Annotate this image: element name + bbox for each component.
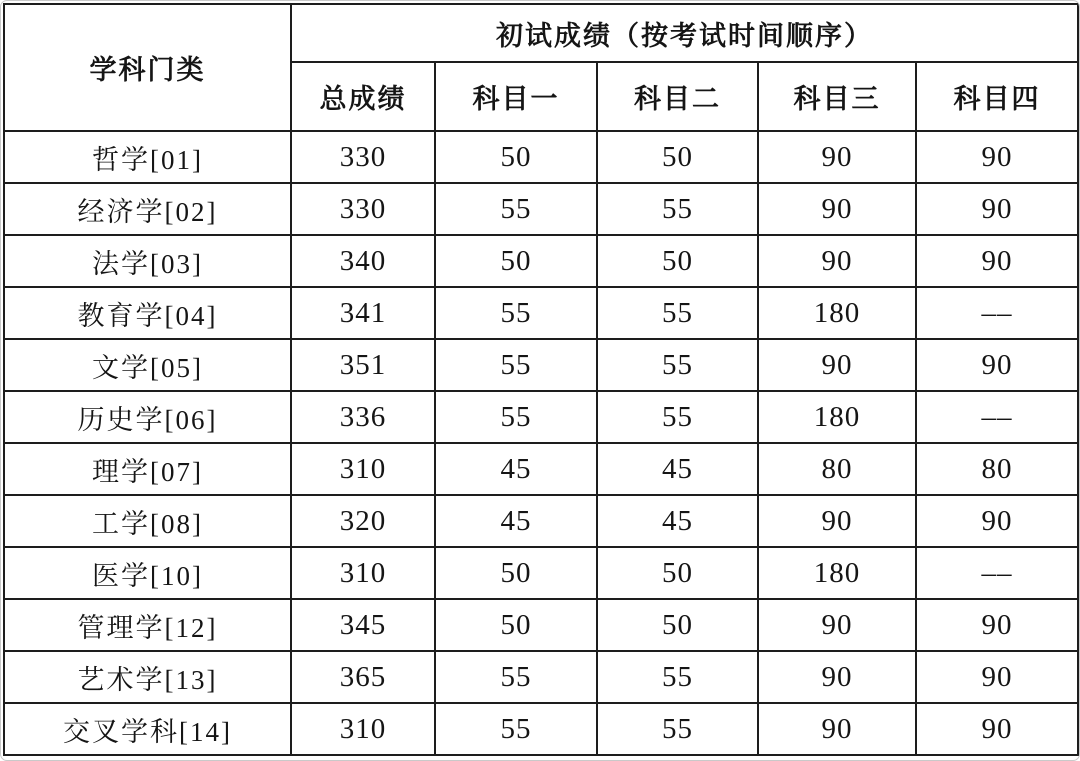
header-total-score: 总成绩 [291, 62, 435, 131]
score-cell: 45 [597, 443, 758, 495]
table-row [4, 443, 1078, 495]
score-cell: 345 [291, 599, 435, 651]
score-cell: 45 [435, 443, 597, 495]
score-cell: 50 [435, 599, 597, 651]
score-cell: 90 [916, 235, 1078, 287]
score-cell: 90 [758, 339, 916, 391]
table-header [4, 4, 1078, 131]
score-cell: 90 [758, 599, 916, 651]
subject-category-cell: 历史学[06] [4, 391, 291, 443]
score-cell: 80 [758, 443, 916, 495]
score-cell: 90 [758, 495, 916, 547]
score-cell: 55 [597, 391, 758, 443]
subject-category-cell: 法学[03] [4, 235, 291, 287]
header-subject-4: 科目四 [916, 62, 1078, 131]
score-table [3, 3, 1079, 756]
score-cell: 50 [597, 547, 758, 599]
subject-category-cell: 理学[07] [4, 443, 291, 495]
score-cell: 310 [291, 443, 435, 495]
table-row [4, 131, 1078, 183]
score-cell: 50 [597, 599, 758, 651]
score-cell: –– [916, 547, 1078, 599]
subject-category-cell: 文学[05] [4, 339, 291, 391]
score-cell: 50 [435, 131, 597, 183]
score-cell: 55 [435, 287, 597, 339]
table-row [4, 391, 1078, 443]
table-body [4, 131, 1078, 755]
subject-category-cell: 哲学[01] [4, 131, 291, 183]
score-cell: –– [916, 391, 1078, 443]
score-cell: 330 [291, 183, 435, 235]
score-cell: 90 [758, 183, 916, 235]
score-cell: 90 [758, 703, 916, 755]
score-cell: 90 [916, 599, 1078, 651]
score-cell: 90 [916, 651, 1078, 703]
header-row-group [4, 4, 1078, 62]
score-cell: 55 [597, 287, 758, 339]
table-row [4, 599, 1078, 651]
score-cell: 310 [291, 547, 435, 599]
score-cell: 180 [758, 547, 916, 599]
score-cell: 90 [916, 703, 1078, 755]
score-cell: 90 [916, 495, 1078, 547]
score-cell: 50 [597, 131, 758, 183]
score-cell: –– [916, 287, 1078, 339]
header-subject-3: 科目三 [758, 62, 916, 131]
table-row [4, 547, 1078, 599]
subject-category-cell: 教育学[04] [4, 287, 291, 339]
score-cell: 55 [597, 651, 758, 703]
score-cell: 55 [435, 703, 597, 755]
header-subject-1: 科目一 [435, 62, 597, 131]
header-scores-group: 初试成绩（按考试时间顺序） [291, 4, 1078, 62]
score-cell: 55 [597, 339, 758, 391]
header-subject-2: 科目二 [597, 62, 758, 131]
score-cell: 80 [916, 443, 1078, 495]
score-cell: 90 [758, 235, 916, 287]
score-cell: 50 [435, 547, 597, 599]
score-cell: 55 [597, 183, 758, 235]
table-row [4, 495, 1078, 547]
subject-category-cell: 交叉学科[14] [4, 703, 291, 755]
score-cell: 55 [597, 703, 758, 755]
score-cell: 330 [291, 131, 435, 183]
score-cell: 55 [435, 651, 597, 703]
table-row [4, 235, 1078, 287]
score-cell: 55 [435, 339, 597, 391]
score-cell: 90 [758, 131, 916, 183]
subject-category-cell: 艺术学[13] [4, 651, 291, 703]
score-cell: 50 [435, 235, 597, 287]
score-cell: 50 [597, 235, 758, 287]
score-cell: 310 [291, 703, 435, 755]
table-row [4, 183, 1078, 235]
score-cell: 336 [291, 391, 435, 443]
table-row [4, 703, 1078, 755]
score-cell: 90 [916, 339, 1078, 391]
score-cell: 340 [291, 235, 435, 287]
table-row [4, 339, 1078, 391]
subject-category-cell: 工学[08] [4, 495, 291, 547]
subject-category-cell: 医学[10] [4, 547, 291, 599]
score-cell: 90 [758, 651, 916, 703]
score-cell: 55 [435, 183, 597, 235]
table-row [4, 287, 1078, 339]
score-cell: 180 [758, 391, 916, 443]
score-cell: 90 [916, 131, 1078, 183]
score-cell: 365 [291, 651, 435, 703]
header-subject-category: 学科门类 [4, 4, 291, 131]
score-cell: 90 [916, 183, 1078, 235]
score-cell: 45 [435, 495, 597, 547]
score-cell: 55 [435, 391, 597, 443]
subject-category-cell: 管理学[12] [4, 599, 291, 651]
score-cell: 351 [291, 339, 435, 391]
score-cell: 180 [758, 287, 916, 339]
table-row [4, 651, 1078, 703]
subject-category-cell: 经济学[02] [4, 183, 291, 235]
score-cell: 45 [597, 495, 758, 547]
score-cell: 320 [291, 495, 435, 547]
score-cell: 341 [291, 287, 435, 339]
